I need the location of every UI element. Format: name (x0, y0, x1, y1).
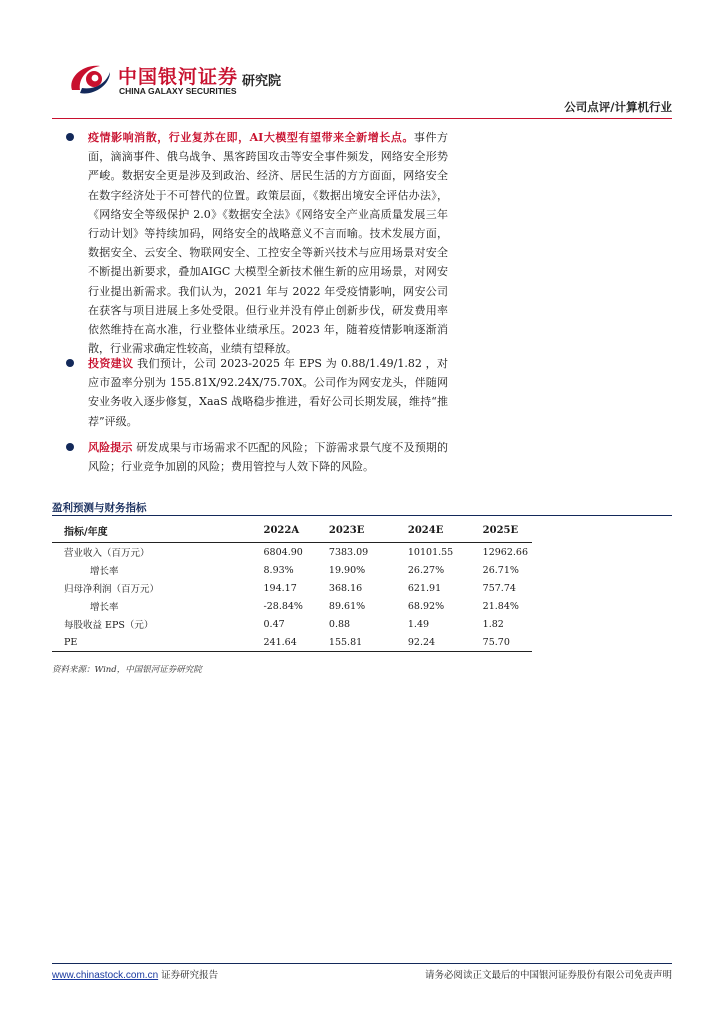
research-institute-label: 研究院 (242, 74, 282, 89)
table-row (52, 597, 532, 615)
table-row (52, 579, 532, 597)
footer-divider (52, 963, 672, 964)
table-cell: 8.93% (263, 564, 294, 576)
section-risk-warning (88, 438, 448, 476)
table-cell: 92.24 (407, 636, 436, 648)
footer-disclaimer: 请务必阅读正文最后的中国银河证券股份有限公司免责声明 (424, 970, 672, 981)
table-row (52, 561, 532, 579)
table-title-divider (52, 515, 672, 516)
website-link[interactable]: www.chinastock.com.cn (52, 970, 159, 981)
table-cell: 19.90% (328, 564, 366, 576)
report-type: 公司点评/计算机行业 (564, 100, 672, 114)
footer-left (52, 967, 218, 981)
table-cell: 7383.09 (328, 546, 369, 558)
table-cell: 10101.55 (407, 546, 454, 558)
column-header: 指标/年度 (64, 526, 108, 538)
table-cell: -28.84% (263, 600, 303, 612)
table-cell: 0.88 (328, 618, 351, 630)
table-cell: 26.71% (482, 564, 519, 576)
financial-forecast-table (52, 518, 532, 652)
section-investment-advice (88, 354, 448, 431)
table-cell: 75.70 (482, 636, 510, 648)
bullet-icon (66, 443, 74, 451)
table-row (52, 633, 532, 652)
table-cell: 26.27% (407, 564, 445, 576)
bullet-icon (66, 133, 74, 141)
table-row (52, 543, 532, 562)
row-label: 每股收益 EPS（元） (64, 620, 154, 631)
table-cell: 0.47 (263, 618, 285, 630)
table-row (52, 615, 532, 633)
table-cell: 1.82 (482, 618, 504, 630)
table-cell: 1.49 (407, 618, 430, 630)
table-cell: 155.81 (328, 636, 363, 648)
row-label: 增长率 (90, 602, 119, 613)
section-highlight: 风险提示 (88, 441, 133, 454)
brand-name-en: CHINA GALAXY SECURITIES (119, 86, 237, 96)
row-label: 营业收入（百万元） (64, 548, 150, 559)
brand-name-cn: 中国银河证券 (118, 66, 239, 88)
table-cell: 241.64 (263, 636, 297, 648)
header-divider (52, 118, 672, 119)
table-cell: 21.84% (482, 600, 519, 612)
table-cell: 368.16 (328, 582, 363, 594)
row-label: PE (64, 636, 78, 648)
table-cell: 68.92% (407, 600, 445, 612)
column-header: 2025E (482, 524, 519, 536)
section-highlight: 疫情影响消散，行业复苏在即，AI大模型有望带来全新增长点。 (88, 131, 414, 144)
table-header-row (52, 518, 532, 543)
table-cell: 757.74 (482, 582, 516, 594)
bullet-icon (66, 359, 74, 367)
section-body: 事件方面，滴滴事件、俄乌战争、黑客跨国攻击等安全事件频发，网络安全形势严峻。数据安全更是涉及到政治、经济、居民生活的方方面面，网络安全在数字经济处于不可替代的位置。政策层面，《数据出境安全评估办法》，《网络安全等级保护 2.0》《数据安全法》《网络安全产业高质量发展三年行动计划》等持续加码，网络安全的战略意义不言而喻。技术发展方面，数据安全、云安全、物联网安全、工控安全等新兴技术与应用场景对安全不断提出新要求，叠加AIGC 大模型全新技术催生新的应用场景，对网安行业提出新需求。我们认为，2021 年与 2022 年受疫情影响，网安公司在获客与项目进展上多处受限。但行业并没有停止创新步伐，研发费用率依然维持在高水准，行业整体业绩承压。2023 年，随着疫情影响逐渐消散，行业需求确定性较高，业绩有望释放。 (88, 131, 448, 356)
table-cell: 89.61% (328, 600, 366, 612)
section-body: 我们预计，公司 2023-2025 年 EPS 为 0.88/1.49/1.82 ，对应市盈率分别为 155.81X/92.24X/75.70X。公司作为网安龙头，伴随网安业务收入逐步修复，XaaS 战略稳步推进，看好公司长期发展，维持“推荐”评级。 (88, 357, 448, 428)
section-industry-outlook (88, 128, 448, 358)
column-header: 2024E (407, 524, 444, 536)
column-header: 2023E (328, 524, 365, 536)
table-title: 盈利预测与财务指标 (52, 502, 147, 514)
company-logo (66, 60, 114, 98)
data-source-note: 资料来源：Wind，中国银河证券研究院 (52, 665, 202, 675)
footer-label: 证券研究报告 (158, 970, 219, 981)
column-header: 2022A (263, 524, 300, 536)
table-cell: 621.91 (407, 582, 442, 594)
section-highlight: 投资建议 (88, 357, 134, 370)
row-label: 归母净利润（百万元） (64, 584, 160, 595)
table-cell: 194.17 (263, 582, 297, 594)
section-body: 研发成果与市场需求不匹配的风险；下游需求景气度不及预期的风险；行业竞争加剧的风险；费用管控与人效下降的风险。 (88, 441, 448, 474)
table-cell: 6804.90 (263, 546, 303, 558)
table-cell: 12962.66 (482, 546, 529, 558)
row-label: 增长率 (90, 566, 119, 577)
